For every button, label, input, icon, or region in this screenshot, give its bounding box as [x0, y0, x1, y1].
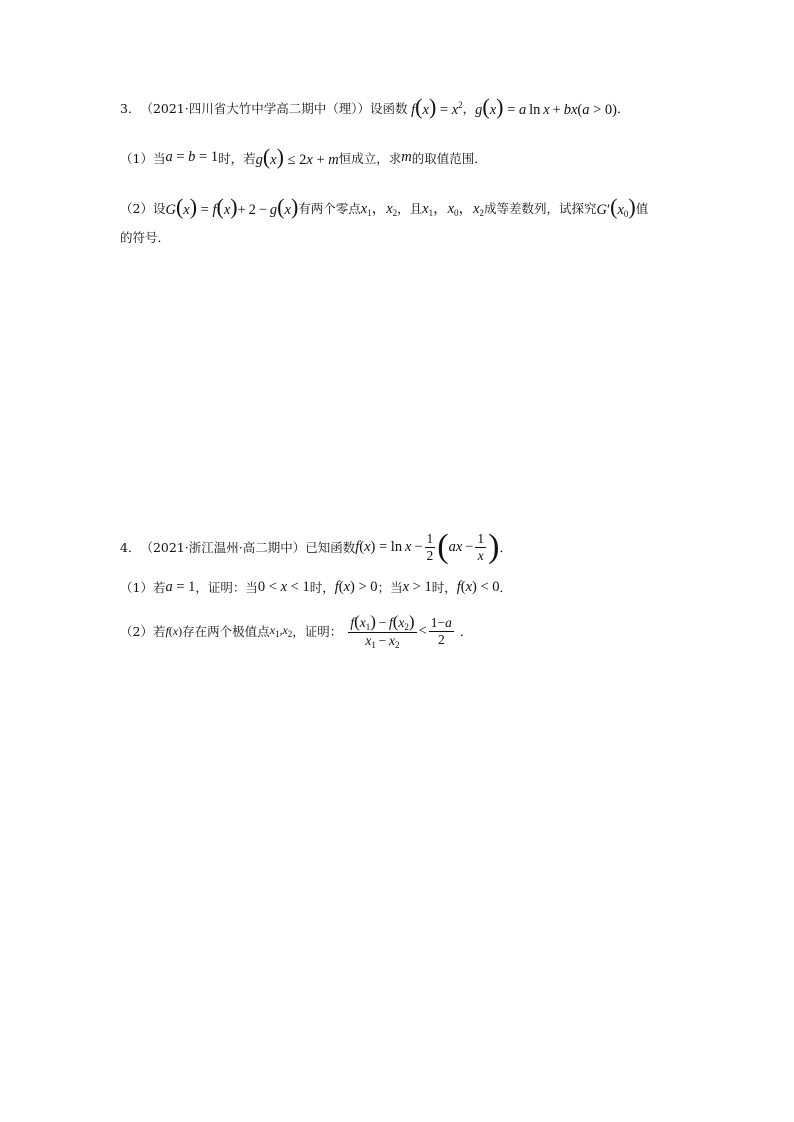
formula-G: G(x) = f(x)+ 2 − g(x): [165, 194, 299, 219]
problem-4-part-2: （2）若 f(x) 存在两个极值点 $x_1,x_2$ ，证明： $\frac{f(x_1) - f(x_2)}{x_1 - x_2}$ < $\frac{1-a}{2}$ ．: [120, 612, 473, 651]
problem-source: （2021·浙江温州·高二期中）: [140, 540, 306, 555]
problem-number: 4．: [120, 540, 141, 555]
problem-source: （2021·四川省大竹中学高二期中（理））: [140, 100, 370, 116]
fraction-bound: $\frac{1-a}{2}$: [430, 615, 452, 647]
problem-number: 3．: [120, 100, 141, 116]
formula-inequality: g(x) ≤ 2x + m: [255, 144, 339, 169]
formula-a-eq-b: a = b = 1: [165, 149, 219, 165]
problem-3-part-2: （2）设 G(x) = f(x)+ 2 − g(x) 有两个零点 $x_1$，$x_2$ ，且 $x_1$，$x_0$，$x_2$ 成等差数列，试探究 $G'(x_0)$ 值: [120, 194, 649, 219]
problem-3-statement: 3． （2021·四川省大竹中学高二期中（理）） 设函数 $f(x) = x^2$ ， g(x) = a ln x + bx(a > 0) ．: [120, 94, 630, 119]
problem-4-statement: 4． （2021·浙江温州·高二期中） 已知函数 f(x) = ln x − $\frac{1}{2}$ ( ax − $\frac{1}{x}$ ) ．: [120, 528, 512, 565]
problem-lead: 已知函数: [305, 540, 356, 555]
problem-4-part-1: （1）若 a = 1 ，证明：当 0 < x < 1 时， f(x) > 0 ；当 x > 1 时， f(x) < 0 ．: [120, 578, 513, 595]
formula-G-prime: $G'(x_0)$: [596, 194, 636, 219]
fraction-diff-quotient: $\frac{f(x_1) - f(x_2)}{x_1 - x_2}$: [350, 612, 415, 651]
formula-f4: f(x) = ln x −: [355, 538, 423, 555]
formula-g: g(x) = a ln x + bx(a > 0): [475, 94, 617, 119]
problem-lead: 设函数: [370, 100, 408, 116]
problem-3-part-2-cont: 的符号．: [120, 230, 171, 245]
formula-f: $f(x) = x^2$: [411, 94, 463, 119]
problem-3-part-1: （1）当 a = b = 1 时，若 g(x) ≤ 2x + m 恒成立，求 m 的取值范围．: [120, 144, 487, 169]
